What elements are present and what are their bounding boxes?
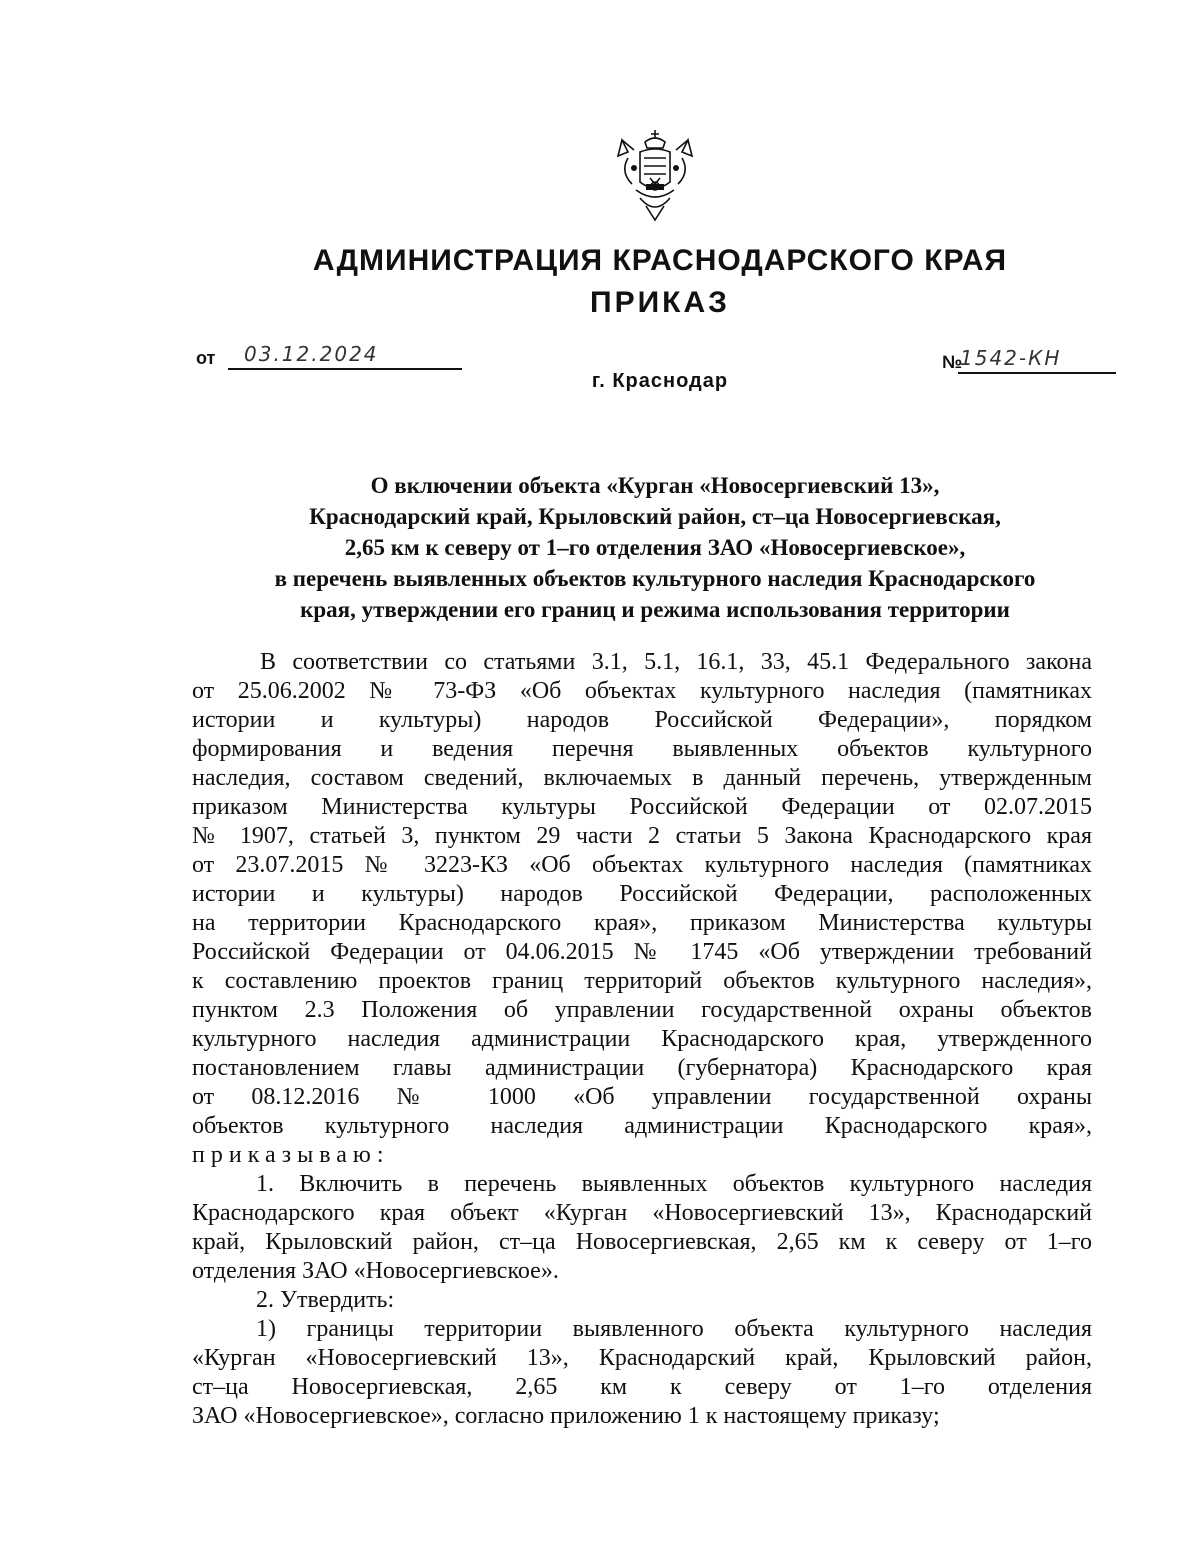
subject-line: Краснодарский край, Крыловский район, ст–ца Новосергиевская, [309, 504, 1001, 529]
body-line: «Курган «Новосергиевский 13», Краснодарский край, Крыловский район, [192, 1345, 1092, 1371]
coat-of-arms-emblem [610, 128, 700, 224]
body-line: истории и культуры) народов Российской Федерации, расположенных [192, 881, 1092, 907]
body-line: формирования и ведения перечня выявленных объектов культурного [192, 736, 1092, 762]
subject-line: О включении объекта «Курган «Новосергиевский 13», [370, 473, 940, 498]
document-type: ПРИКАЗ [590, 286, 730, 319]
date-value: 03.12.2024 [244, 342, 379, 366]
body-line: к составлению проектов границ территорий объектов культурного наследия», [192, 968, 1092, 994]
subject-line: края, утверждении его границ и режима использования территории [300, 597, 1010, 622]
body-line: В соответствии со статьями 3.1, 5.1, 16.1, 33, 45.1 Федерального закона [260, 649, 1092, 675]
body-line: наследия, составом сведений, включаемых в данный перечень, утвержденным [192, 765, 1092, 791]
organization-title: АДМИНИСТРАЦИЯ КРАСНОДАРСКОГО КРАЯ [312, 244, 1008, 277]
body-line: ст–ца Новосергиевская, 2,65 км к северу от 1–го отделения [192, 1374, 1092, 1400]
body-line: приказом Министерства культуры Российской Федерации от 02.07.2015 [192, 794, 1092, 820]
body-line: Российской Федерации от 04.06.2015 № 1745 «Об утверждении требований [192, 939, 1092, 965]
date-label: от [196, 348, 216, 368]
body-line-order-word: приказываю: [192, 1142, 390, 1168]
body-line: постановлением главы администрации (губернатора) Краснодарского края [192, 1055, 1092, 1081]
document-subject [150, 470, 1160, 625]
document-body [192, 648, 1092, 1431]
subject-line: 2,65 км к северу от 1–го отделения ЗАО «Новосергиевское», [344, 535, 966, 560]
body-line: объектов культурного наследия администрации Краснодарского края», [192, 1113, 1092, 1139]
body-line: от 08.12.2016 № 1000 «Об управлении государственной охраны [192, 1084, 1092, 1110]
city-name: г. Краснодар [591, 370, 729, 392]
body-line: 1. Включить в перечень выявленных объектов культурного наследия [256, 1171, 1092, 1197]
coat-of-arms-icon [610, 128, 700, 224]
body-line: край, Крыловский район, ст–ца Новосергиевская, 2,65 км к северу от 1–го [192, 1229, 1092, 1255]
number-label: № [942, 352, 963, 372]
body-line: от 25.06.2002 № 73-ФЗ «Об объектах культурного наследия (памятниках [192, 678, 1092, 704]
body-line: истории и культуры) народов Российской Федерации», порядком [192, 707, 1092, 733]
number-value: 1542-КН [960, 346, 1062, 370]
body-line: ЗАО «Новосергиевское», согласно приложению 1 к настоящему приказу; [192, 1403, 940, 1429]
body-line: 2. Утвердить: [256, 1287, 395, 1313]
body-line: от 23.07.2015 № 3223-КЗ «Об объектах культурного наследия (памятниках [192, 852, 1092, 878]
body-line: отделения ЗАО «Новосергиевское». [192, 1258, 559, 1284]
subject-line: в перечень выявленных объектов культурного наследия Краснодарского [274, 566, 1036, 591]
body-line: 1) границы территории выявленного объекта культурного наследия [256, 1316, 1092, 1342]
body-line: на территории Краснодарского края», приказом Министерства культуры [192, 910, 1092, 936]
body-line: Краснодарского края объект «Курган «Новосергиевский 13», Краснодарский [192, 1200, 1092, 1226]
body-line: культурного наследия администрации Краснодарского края, утвержденного [192, 1026, 1092, 1052]
body-line: № 1907, статьей 3, пунктом 29 части 2 статьи 5 Закона Краснодарского края [192, 823, 1092, 849]
body-line: пунктом 2.3 Положения об управлении государственной охраны объектов [192, 997, 1092, 1023]
